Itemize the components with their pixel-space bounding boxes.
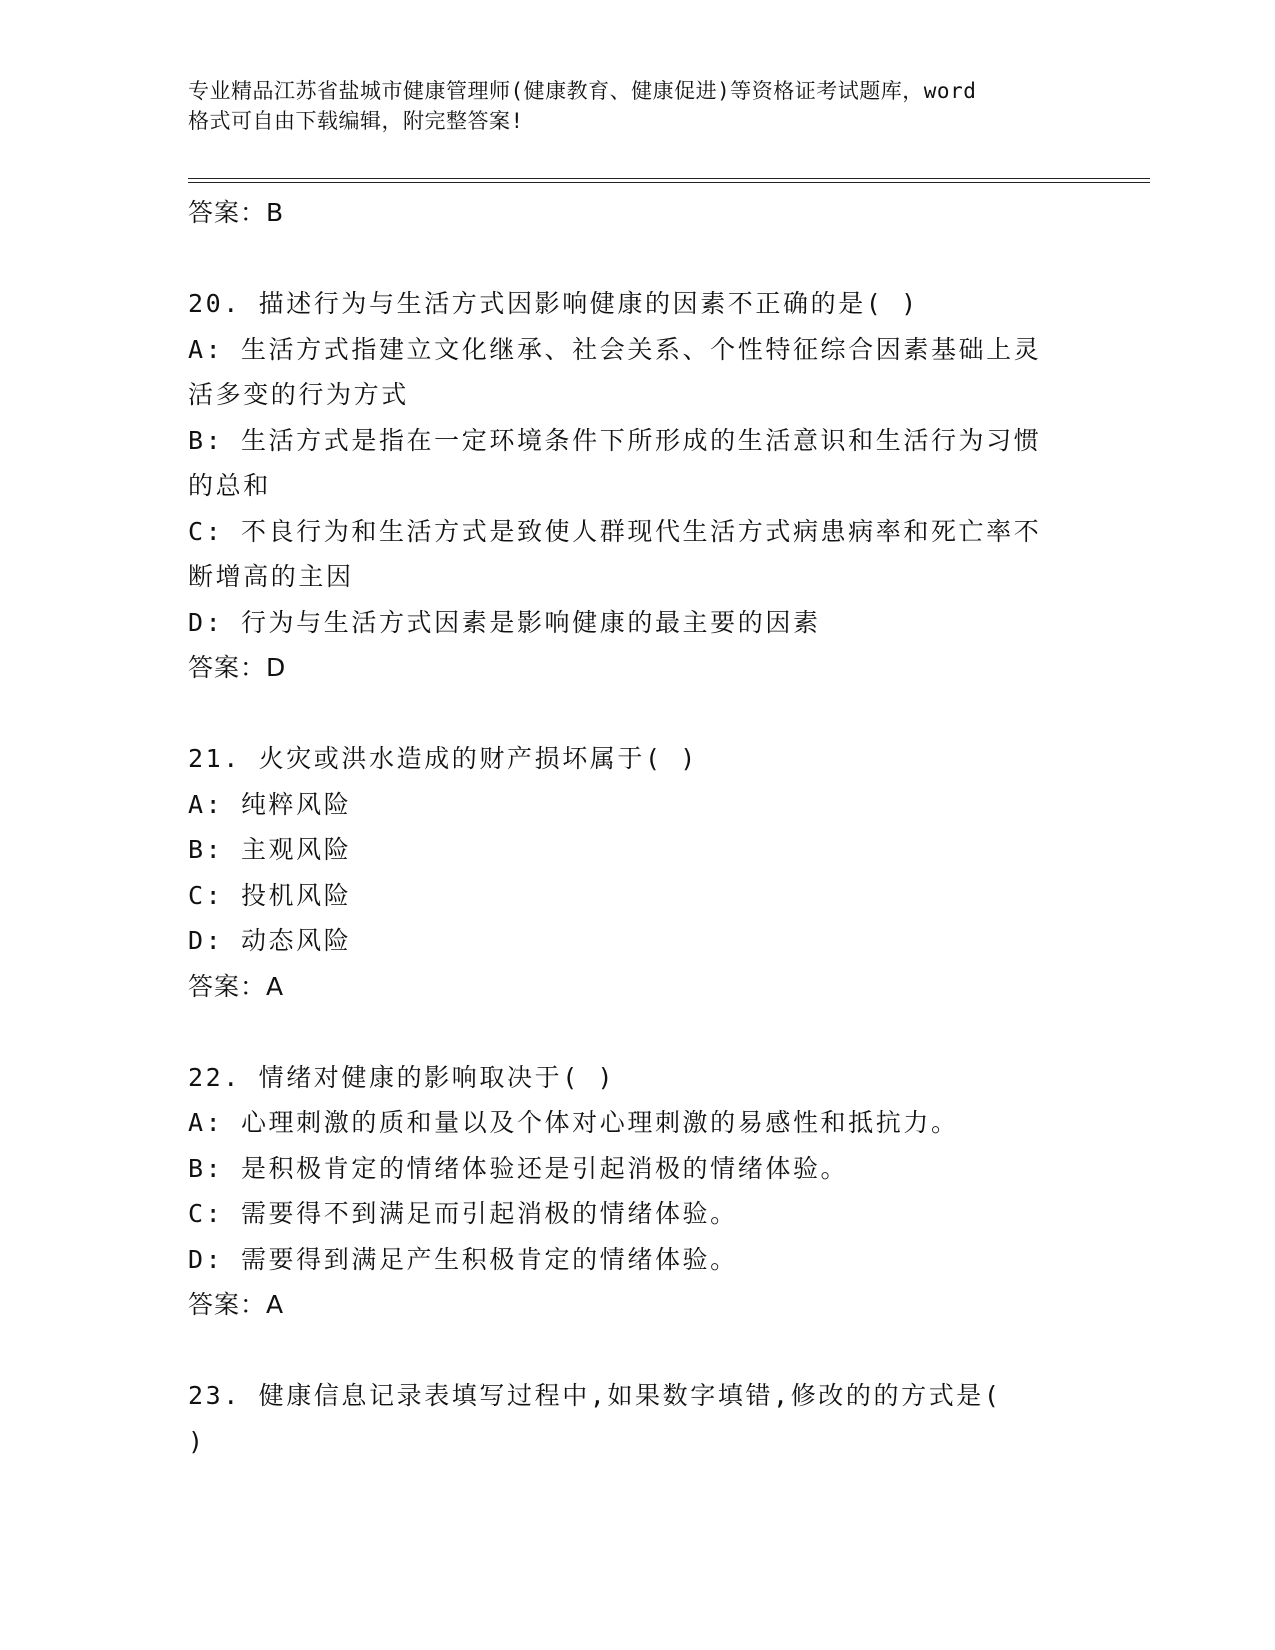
option-a: A: 纯粹风险: [188, 789, 352, 819]
option-c: C: 不良行为和生活方式是致使人群现代生活方式病患病率和死亡率不: [188, 516, 1042, 546]
document-header: [188, 76, 1088, 136]
document-body: [188, 190, 1088, 1464]
question-block: [188, 281, 1088, 691]
spacer: [188, 236, 1088, 282]
option-a: A: 心理刺激的质和量以及个体对心理刺激的易感性和抵抗力。: [188, 1108, 959, 1137]
header-divider-top: [188, 178, 1150, 179]
question-stem: 20. 描述行为与生活方式因影响健康的因素不正确的是( ): [188, 289, 919, 318]
option-c: C: 需要得不到满足而引起消极的情绪体验。: [188, 1199, 738, 1228]
option-b: B: 是积极肯定的情绪体验还是引起消极的情绪体验。: [188, 1153, 849, 1183]
option-c: C: 投机风险: [188, 880, 352, 910]
answer-line: 答案：D: [188, 653, 287, 682]
option-b: B: 主观风险: [188, 835, 352, 864]
option-a-continued: 活多变的行为方式: [188, 380, 409, 409]
spacer: [188, 1328, 1088, 1374]
question-block: [188, 1055, 1088, 1328]
option-a: A: 生活方式指建立文化继承、社会关系、个性特征综合因素基础上灵: [188, 334, 1042, 364]
answer-line: 答案：B: [188, 198, 285, 227]
question-stem-continued: ): [188, 1426, 206, 1456]
spacer: [188, 1009, 1088, 1055]
header-divider-bottom: [188, 182, 1150, 183]
question-stem: 22. 情绪对健康的影响取决于( ): [188, 1062, 616, 1092]
option-d: D: 需要得到满足产生积极肯定的情绪体验。: [188, 1244, 738, 1274]
option-d: D: 行为与生活方式因素是影响健康的最主要的因素: [188, 607, 821, 637]
header-line-2: 格式可自由下载编辑，附完整答案!: [188, 109, 524, 133]
option-b: B: 生活方式是指在一定环境条件下所形成的生活意识和生活行为习惯: [188, 425, 1042, 455]
option-d: D: 动态风险: [188, 926, 352, 955]
option-b-continued: 的总和: [188, 471, 271, 500]
question-block: [188, 736, 1088, 1009]
question-stem: 23. 健康信息记录表填写过程中,如果数字填错,修改的的方式是(: [188, 1381, 1002, 1410]
question-block: [188, 1373, 1088, 1464]
question-stem: 21. 火灾或洪水造成的财产损坏属于( ): [188, 744, 698, 773]
answer-line: 答案：A: [188, 1290, 285, 1319]
spacer: [188, 691, 1088, 737]
header-line-1: 专业精品江苏省盐城市健康管理师(健康教育、健康促进)等资格证考试题库，word: [188, 79, 977, 103]
option-c-continued: 断增高的主因: [188, 562, 354, 591]
answer-line: 答案：A: [188, 971, 285, 1001]
